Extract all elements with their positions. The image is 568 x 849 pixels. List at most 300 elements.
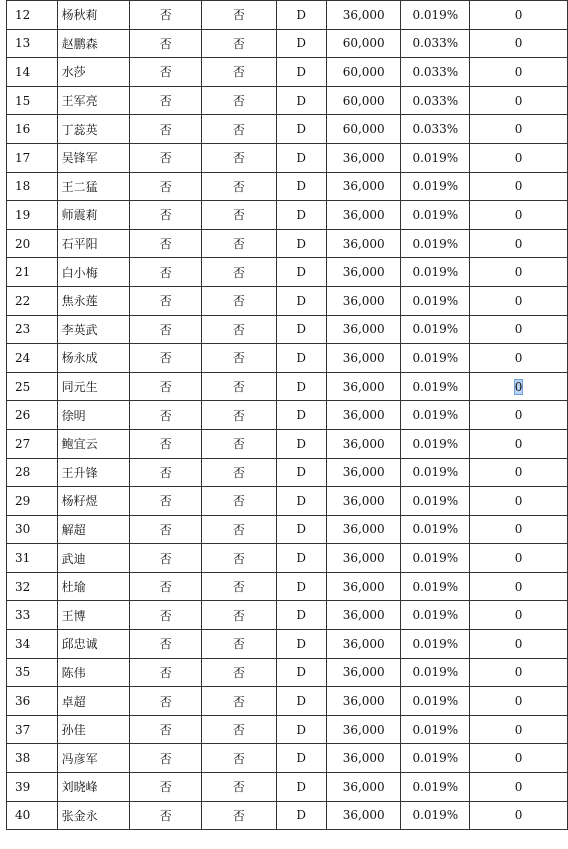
cell-amount [326, 458, 401, 487]
cell-flag-a-text: 否 [159, 665, 172, 680]
cell-percentage-text: 0.019% [412, 7, 459, 22]
table-row [7, 258, 568, 287]
cell-amount-text: 36,000 [342, 322, 385, 337]
cell-flag-b-text: 否 [232, 294, 245, 309]
cell-level-text: D [296, 350, 307, 365]
cell-name-text: 冯彦军 [61, 751, 98, 766]
cell-amount-text: 36,000 [342, 751, 385, 766]
cell-row-number-text: 31 [15, 551, 31, 566]
cell-level [276, 687, 326, 716]
cell-amount-text: 36,000 [342, 779, 385, 794]
cell-level-text: D [296, 751, 307, 766]
cell-amount [326, 143, 401, 172]
cell-amount-text: 36,000 [342, 150, 385, 165]
cell-level [276, 401, 326, 430]
cell-amount-text: 36,000 [342, 207, 385, 222]
cell-flag-b [202, 687, 276, 716]
cell-row-number-text: 38 [15, 751, 31, 766]
cell-flag-b-text: 否 [232, 522, 245, 537]
cell-flag-a [130, 487, 202, 516]
cell-level-text: D [296, 522, 307, 537]
cell-flag-a [130, 1, 202, 30]
cell-row-number-text: 18 [15, 179, 31, 194]
cell-extra-value-text: 0 [514, 579, 523, 594]
cell-row-number [7, 458, 58, 487]
table-row [7, 458, 568, 487]
cell-amount-text: 36,000 [342, 408, 385, 423]
cell-row-number-text: 12 [15, 7, 31, 22]
cell-row-number [7, 315, 58, 344]
shareholder-table [6, 0, 568, 830]
cell-extra-value [470, 258, 568, 287]
cell-amount [326, 344, 401, 373]
cell-name [57, 801, 130, 830]
cell-extra-value-text: 0 [514, 694, 523, 709]
cell-flag-b-text: 否 [232, 94, 245, 109]
cell-level-text: D [296, 579, 307, 594]
cell-flag-a-text: 否 [159, 380, 172, 395]
cell-flag-b-text: 否 [232, 808, 245, 823]
cell-flag-b-text: 否 [232, 322, 245, 337]
cell-amount [326, 515, 401, 544]
cell-flag-b-text: 否 [232, 36, 245, 51]
cell-amount-text: 36,000 [342, 436, 385, 451]
cell-amount-text: 36,000 [342, 465, 385, 480]
cell-flag-a-text: 否 [159, 494, 172, 509]
cell-flag-b-text: 否 [232, 380, 245, 395]
cell-percentage [401, 143, 470, 172]
table-row [7, 572, 568, 601]
cell-name-text: 刘晓峰 [61, 780, 98, 795]
cell-extra-value-text: 0 [514, 808, 523, 823]
table-row [7, 86, 568, 115]
cell-flag-a-text: 否 [159, 551, 172, 566]
cell-amount [326, 744, 401, 773]
cell-amount [326, 229, 401, 258]
cell-row-number [7, 715, 58, 744]
cell-row-number [7, 658, 58, 687]
cell-level-text: D [296, 293, 307, 308]
cell-flag-b-text: 否 [232, 723, 245, 738]
cell-flag-a-text: 否 [159, 265, 172, 280]
cell-extra-value [470, 115, 568, 144]
cell-extra-value-text: 0 [514, 265, 523, 280]
cell-amount-text: 60,000 [342, 64, 385, 79]
cell-row-number-text: 33 [15, 608, 31, 623]
cell-percentage [401, 801, 470, 830]
cell-amount [326, 201, 401, 230]
cell-row-number [7, 372, 58, 401]
cell-flag-b-text: 否 [232, 179, 245, 194]
cell-amount-text: 36,000 [342, 265, 385, 280]
cell-row-number [7, 515, 58, 544]
cell-name-text: 石平阳 [61, 237, 98, 252]
cell-amount [326, 29, 401, 58]
cell-row-number-text: 29 [15, 493, 31, 508]
cell-name-text: 杨秋莉 [61, 8, 98, 23]
table-row [7, 687, 568, 716]
cell-level [276, 1, 326, 30]
cell-row-number-text: 14 [15, 64, 31, 79]
cell-extra-value [470, 172, 568, 201]
cell-flag-b [202, 58, 276, 87]
cell-amount [326, 658, 401, 687]
table-row [7, 1, 568, 30]
cell-amount [326, 572, 401, 601]
cell-name [57, 687, 130, 716]
cell-flag-a-text: 否 [159, 94, 172, 109]
cell-name [57, 1, 130, 30]
cell-name [57, 201, 130, 230]
cell-extra-value [470, 29, 568, 58]
cell-amount-text: 36,000 [342, 350, 385, 365]
cell-amount [326, 715, 401, 744]
cell-row-number-text: 15 [15, 93, 31, 108]
cell-amount [326, 258, 401, 287]
cell-flag-a-text: 否 [159, 437, 172, 452]
cell-row-number [7, 544, 58, 573]
cell-row-number-text: 20 [15, 236, 31, 251]
cell-flag-b-text: 否 [232, 408, 245, 423]
cell-name [57, 401, 130, 430]
cell-percentage-text: 0.019% [412, 608, 459, 623]
cell-flag-b [202, 286, 276, 315]
cell-percentage-text: 0.019% [412, 493, 459, 508]
cell-name-text: 武迪 [61, 551, 86, 566]
table-row [7, 658, 568, 687]
cell-flag-a [130, 143, 202, 172]
table-row [7, 372, 568, 401]
cell-extra-value-text: 0 [514, 436, 523, 451]
cell-flag-b [202, 115, 276, 144]
cell-amount [326, 429, 401, 458]
cell-extra-value [470, 201, 568, 230]
cell-level-text: D [296, 207, 307, 222]
table-row [7, 715, 568, 744]
cell-flag-b-text: 否 [232, 751, 245, 766]
cell-percentage [401, 658, 470, 687]
table-row [7, 286, 568, 315]
cell-amount-text: 36,000 [342, 236, 385, 251]
cell-name [57, 458, 130, 487]
cell-name-text: 水莎 [61, 65, 86, 80]
cell-row-number-text: 19 [15, 207, 31, 222]
cell-name [57, 315, 130, 344]
cell-amount-text: 36,000 [342, 522, 385, 537]
cell-extra-value-text: 0 [514, 779, 523, 794]
table-row [7, 115, 568, 144]
cell-row-number [7, 773, 58, 802]
cell-flag-b-text: 否 [232, 665, 245, 680]
cell-extra-value-text: 0 [514, 64, 523, 79]
cell-row-number-text: 34 [15, 636, 31, 651]
cell-level-text: D [296, 436, 307, 451]
cell-name-text: 陈伟 [61, 665, 86, 680]
cell-flag-b [202, 773, 276, 802]
table-row [7, 401, 568, 430]
cell-level [276, 172, 326, 201]
cell-flag-a-text: 否 [159, 351, 172, 366]
cell-level-text: D [296, 722, 307, 737]
cell-row-number [7, 401, 58, 430]
table-row [7, 487, 568, 516]
cell-flag-a [130, 687, 202, 716]
cell-name [57, 115, 130, 144]
cell-flag-b-text: 否 [232, 551, 245, 566]
cell-extra-value-text: 0 [514, 7, 523, 22]
cell-flag-a [130, 286, 202, 315]
cell-flag-b [202, 429, 276, 458]
cell-level-text: D [296, 493, 307, 508]
table-row [7, 601, 568, 630]
cell-flag-b [202, 372, 276, 401]
cell-amount [326, 315, 401, 344]
cell-flag-b-text: 否 [232, 437, 245, 452]
cell-percentage-text: 0.033% [412, 122, 459, 137]
cell-name-text: 杨永成 [61, 351, 98, 366]
cell-extra-value [470, 458, 568, 487]
table-row [7, 773, 568, 802]
cell-flag-a [130, 658, 202, 687]
cell-percentage-text: 0.019% [412, 579, 459, 594]
cell-percentage-text: 0.019% [412, 636, 459, 651]
cell-flag-a-text: 否 [159, 780, 172, 795]
cell-level [276, 487, 326, 516]
cell-name [57, 715, 130, 744]
cell-flag-a-text: 否 [159, 694, 172, 709]
cell-percentage-text: 0.019% [412, 465, 459, 480]
cell-level-text: D [296, 122, 307, 137]
cell-amount-text: 36,000 [342, 493, 385, 508]
cell-flag-b [202, 458, 276, 487]
table-row [7, 143, 568, 172]
cell-amount [326, 58, 401, 87]
cell-name-text: 解超 [61, 522, 86, 537]
cell-flag-b-text: 否 [232, 8, 245, 23]
cell-percentage [401, 744, 470, 773]
cell-extra-value-text: 0 [514, 236, 523, 251]
cell-row-number-text: 26 [15, 408, 31, 423]
cell-extra-value-text: 0 [514, 751, 523, 766]
cell-flag-a [130, 630, 202, 659]
cell-name [57, 229, 130, 258]
cell-amount-text: 60,000 [342, 122, 385, 137]
cell-flag-b-text: 否 [232, 237, 245, 252]
cell-level [276, 286, 326, 315]
cell-amount-text: 60,000 [342, 93, 385, 108]
cell-amount [326, 86, 401, 115]
cell-level [276, 572, 326, 601]
cell-extra-value-text: 0 [514, 608, 523, 623]
cell-flag-a-text: 否 [159, 294, 172, 309]
cell-flag-a-text: 否 [159, 408, 172, 423]
cell-name [57, 344, 130, 373]
cell-amount-text: 36,000 [342, 808, 385, 823]
cell-percentage [401, 372, 470, 401]
cell-flag-a-text: 否 [159, 637, 172, 652]
cell-extra-value [470, 515, 568, 544]
cell-row-number [7, 1, 58, 30]
cell-level [276, 458, 326, 487]
cell-flag-b [202, 630, 276, 659]
cell-amount-text: 60,000 [342, 36, 385, 51]
cell-flag-b-text: 否 [232, 122, 245, 137]
cell-level-text: D [296, 93, 307, 108]
cell-flag-b [202, 401, 276, 430]
cell-percentage-text: 0.033% [412, 64, 459, 79]
table-row [7, 201, 568, 230]
cell-flag-b [202, 515, 276, 544]
cell-extra-value [470, 429, 568, 458]
cell-row-number-text: 37 [15, 722, 31, 737]
cell-row-number-text: 36 [15, 694, 31, 709]
cell-amount-text: 36,000 [342, 579, 385, 594]
cell-row-number-text: 28 [15, 465, 31, 480]
cell-flag-a-text: 否 [159, 522, 172, 537]
cell-flag-a [130, 372, 202, 401]
cell-flag-a-text: 否 [159, 151, 172, 166]
cell-flag-a [130, 29, 202, 58]
cell-flag-a [130, 315, 202, 344]
table-row [7, 801, 568, 830]
cell-extra-value-text: 0 [514, 522, 523, 537]
cell-flag-b-text: 否 [232, 65, 245, 80]
cell-name-text: 赵鹏森 [61, 36, 98, 51]
cell-level-text: D [296, 64, 307, 79]
cell-row-number [7, 286, 58, 315]
cell-percentage-text: 0.019% [412, 751, 459, 766]
cell-extra-value [470, 715, 568, 744]
cell-name [57, 29, 130, 58]
cell-level [276, 315, 326, 344]
cell-amount [326, 773, 401, 802]
cell-row-number [7, 744, 58, 773]
cell-level-text: D [296, 665, 307, 680]
cell-percentage-text: 0.019% [412, 522, 459, 537]
table-row [7, 29, 568, 58]
table-row [7, 515, 568, 544]
cell-amount-text: 36,000 [342, 7, 385, 22]
cell-amount-text: 36,000 [342, 722, 385, 737]
cell-extra-value [470, 315, 568, 344]
cell-flag-a-text: 否 [159, 179, 172, 194]
cell-flag-a [130, 801, 202, 830]
cell-name [57, 258, 130, 287]
cell-row-number [7, 229, 58, 258]
cell-name [57, 601, 130, 630]
cell-extra-value [470, 572, 568, 601]
cell-percentage [401, 687, 470, 716]
cell-extra-value-text: 0 [514, 207, 523, 222]
cell-flag-b-text: 否 [232, 265, 245, 280]
cell-extra-value [470, 687, 568, 716]
cell-amount [326, 1, 401, 30]
cell-percentage [401, 487, 470, 516]
cell-percentage [401, 544, 470, 573]
cell-percentage [401, 429, 470, 458]
cell-name-text: 王军亮 [61, 94, 98, 109]
cell-row-number [7, 601, 58, 630]
cell-amount-text: 36,000 [342, 665, 385, 680]
cell-level-text: D [296, 179, 307, 194]
cell-extra-value [470, 601, 568, 630]
cell-flag-a [130, 572, 202, 601]
cell-row-number-text: 40 [15, 808, 31, 823]
cell-flag-b-text: 否 [232, 494, 245, 509]
cell-extra-value-text: 0 [514, 665, 523, 680]
cell-percentage-text: 0.033% [412, 93, 459, 108]
cell-percentage-text: 0.019% [412, 779, 459, 794]
cell-flag-a-text: 否 [159, 8, 172, 23]
cell-flag-b [202, 86, 276, 115]
cell-extra-value [470, 744, 568, 773]
cell-percentage [401, 601, 470, 630]
cell-row-number-text: 25 [15, 379, 31, 394]
cell-level-text: D [296, 636, 307, 651]
cell-percentage-text: 0.019% [412, 808, 459, 823]
cell-row-number [7, 201, 58, 230]
cell-extra-value [470, 630, 568, 659]
cell-level [276, 658, 326, 687]
cell-flag-b [202, 744, 276, 773]
cell-name-text: 吴锋军 [61, 151, 98, 166]
cell-flag-a-text: 否 [159, 65, 172, 80]
cell-name-text: 白小梅 [61, 265, 98, 280]
cell-level [276, 201, 326, 230]
cell-flag-a [130, 601, 202, 630]
cell-flag-a [130, 115, 202, 144]
cell-row-number [7, 630, 58, 659]
cell-row-number [7, 801, 58, 830]
cell-name [57, 372, 130, 401]
cell-row-number [7, 29, 58, 58]
cell-row-number-text: 22 [15, 293, 31, 308]
table-row [7, 229, 568, 258]
cell-level [276, 630, 326, 659]
cell-extra-value [470, 229, 568, 258]
table-row [7, 544, 568, 573]
cell-level [276, 344, 326, 373]
cell-name [57, 630, 130, 659]
cell-extra-value-text: 0 [514, 493, 523, 508]
cell-flag-b-text: 否 [232, 694, 245, 709]
cell-percentage [401, 229, 470, 258]
cell-level-text: D [296, 322, 307, 337]
cell-row-number [7, 572, 58, 601]
cell-name-text: 鲍宜云 [61, 437, 98, 452]
cell-flag-b-text: 否 [232, 637, 245, 652]
cell-name-text: 王博 [61, 608, 86, 623]
cell-row-number-text: 21 [15, 265, 31, 280]
cell-row-number [7, 143, 58, 172]
cell-amount [326, 687, 401, 716]
table-row [7, 172, 568, 201]
cell-flag-a-text: 否 [159, 465, 172, 480]
cell-percentage [401, 572, 470, 601]
cell-row-number-text: 16 [15, 122, 31, 137]
cell-amount [326, 630, 401, 659]
cell-amount [326, 172, 401, 201]
cell-amount-text: 36,000 [342, 379, 385, 394]
cell-flag-b [202, 29, 276, 58]
cell-percentage-text: 0.019% [412, 179, 459, 194]
cell-row-number [7, 344, 58, 373]
cell-name [57, 487, 130, 516]
cell-extra-value-text: 0 [514, 408, 523, 423]
selected-text-highlight: 0 [514, 379, 523, 394]
cell-name [57, 429, 130, 458]
cell-extra-value [470, 143, 568, 172]
